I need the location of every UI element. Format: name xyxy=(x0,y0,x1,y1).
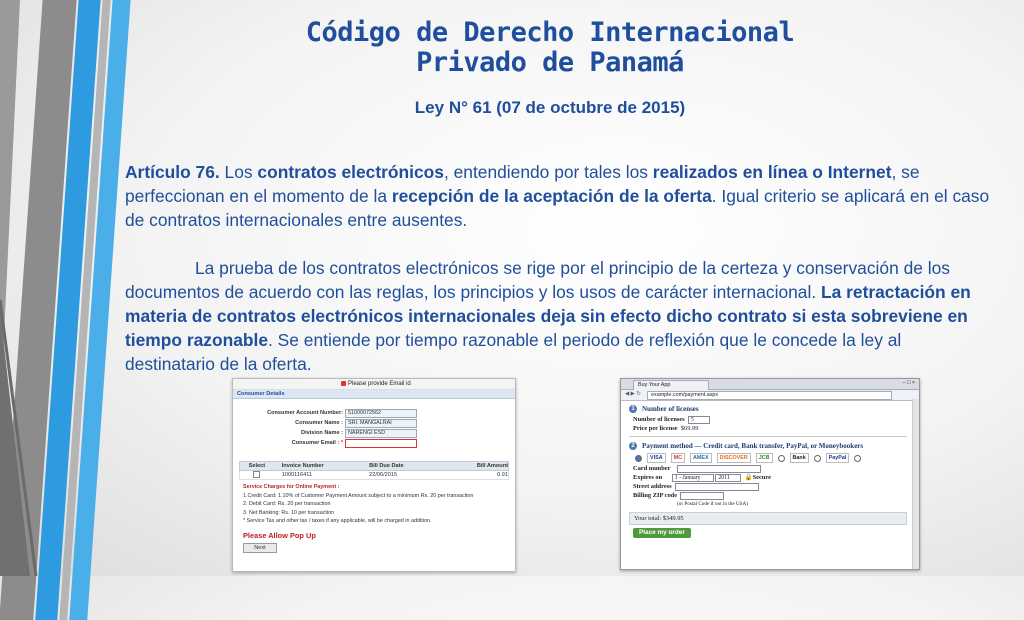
invoice-table xyxy=(239,461,509,480)
email-warning xyxy=(341,381,411,387)
title-line-2: Privado de Panamá xyxy=(416,47,684,78)
field-division xyxy=(233,429,515,438)
bank-icon: Bank xyxy=(790,453,809,463)
paragraph-1 xyxy=(125,160,995,232)
buy-app-screenshot xyxy=(620,378,920,570)
text-bold: recepción de la aceptación de la oferta xyxy=(391,186,712,206)
payment-methods xyxy=(629,452,907,464)
text-run: . Se entiende por tiempo razonable el periodo de reflexión que le concede la ley al destinatario de la oferta. xyxy=(125,330,902,374)
browser-tabbar xyxy=(621,379,919,390)
payment-form xyxy=(629,403,907,538)
table-row xyxy=(239,471,509,480)
row-select-checkbox[interactable] xyxy=(240,471,274,479)
step-2-header xyxy=(629,440,907,452)
step-title: Number of licenses xyxy=(642,405,699,413)
due-date: 22/06/2015 xyxy=(369,472,398,478)
licenses-label: Number of licenses xyxy=(633,416,685,423)
warning-text: Please provide Email id xyxy=(348,381,411,388)
visa-icon: VISA xyxy=(647,453,666,463)
slide-title xyxy=(250,18,850,78)
price-label: Price per license xyxy=(633,425,678,432)
consumer-payment-screenshot xyxy=(232,378,516,572)
text-bold: realizados en línea o Internet xyxy=(652,162,892,182)
text-run: , se perfeccionan en el momento de la xyxy=(125,162,920,206)
browser-tab[interactable]: Buy Your App xyxy=(633,380,709,390)
price-row xyxy=(629,424,907,433)
charge-item: 1.Credit Card: 1.10% of Customer Payment Amount subject to a minimum Rs. 20 per transaction xyxy=(243,492,474,499)
scrollbar[interactable] xyxy=(912,399,919,569)
street-row xyxy=(629,482,907,491)
nav-buttons[interactable]: ◀ ▶ ↻ xyxy=(625,391,641,397)
field-account xyxy=(233,409,515,418)
required-mark: * xyxy=(340,440,343,446)
zip-input[interactable] xyxy=(680,492,724,500)
card-radio[interactable] xyxy=(635,455,642,462)
invoice-number: 1000116411 xyxy=(281,472,313,478)
text-bold: contratos electrónicos xyxy=(257,162,444,182)
street-input[interactable] xyxy=(675,483,759,491)
year-select[interactable]: 2011 xyxy=(715,474,741,482)
next-button[interactable]: Next xyxy=(243,543,277,553)
article-text xyxy=(125,160,995,376)
secure-label: Secure xyxy=(752,474,771,481)
step-number: 1 xyxy=(629,405,637,413)
zip-note: (or Postal Code if not in the USA) xyxy=(677,501,749,507)
division-name-field[interactable]: NARENGI ESD xyxy=(345,429,417,438)
moneybookers-radio[interactable] xyxy=(854,455,861,462)
expiry-row xyxy=(629,473,907,482)
field-label xyxy=(292,440,343,446)
field-email xyxy=(233,439,515,448)
warning-icon xyxy=(341,381,346,386)
text-bold: La retractación en materia de contratos electrónicos internacionales deja sin efecto dicho contrato si esta sobreviene en tiempo razonable xyxy=(125,282,971,350)
zip-row xyxy=(629,491,907,500)
popup-notice: Please Allow Pop Up xyxy=(243,531,316,540)
col-amount: Bill Amount xyxy=(476,463,509,469)
lock-icon: 🔒 xyxy=(744,474,753,481)
field-name xyxy=(233,419,515,428)
address-bar xyxy=(621,390,919,401)
jcb-icon: JCB xyxy=(756,453,773,463)
card-number-row xyxy=(629,464,907,473)
charge-item: 3. Net Banking: Rs. 10 per transaction xyxy=(243,509,335,516)
consumer-details-header: Consumer Details xyxy=(233,390,515,399)
charges-title: Service Charges for Online Payment : xyxy=(243,484,340,490)
text-run: , entendiendo por tales los xyxy=(443,162,653,182)
step-number: 2 xyxy=(629,442,637,450)
month-select[interactable]: 1 - January xyxy=(672,474,714,482)
licenses-input[interactable]: 5 xyxy=(688,416,710,424)
card-number-label: Card number xyxy=(633,465,671,472)
text-run: La prueba de los contratos electrónicos se rige por el principio de la certeza y conservación de los documentos de acuerdo con las reglas, los principios y los usos de carácter internacional. xyxy=(125,258,950,302)
step-1-header xyxy=(629,403,907,415)
title-line-1: Código de Derecho Internacional xyxy=(305,17,795,48)
col-due: Bill Due Date xyxy=(369,463,404,469)
paypal-radio[interactable] xyxy=(814,455,821,462)
field-label: Division Name : xyxy=(301,430,343,436)
charge-item: 2. Debit Card: Rs. 20 per transaction xyxy=(243,501,331,507)
text-run: Los xyxy=(219,162,258,182)
article-number: Artículo 76. xyxy=(125,162,220,182)
field-label: Consumer Name : xyxy=(295,420,343,426)
bank-radio[interactable] xyxy=(778,455,785,462)
amex-icon: AMEX xyxy=(690,453,712,463)
bill-amount: 0.91 xyxy=(497,472,509,478)
table-header xyxy=(239,461,509,471)
total-bar: Your total: $349.95 xyxy=(629,512,907,525)
account-number-field[interactable]: 51000072562 xyxy=(345,409,417,418)
street-label: Street address xyxy=(633,483,672,490)
mastercard-icon: MC xyxy=(671,453,685,463)
step-title: Payment method — Credit card, Bank transfer, PayPal, or Moneybookers xyxy=(642,442,864,450)
zip-label: Billing ZIP code xyxy=(633,492,678,499)
paypal-icon: PayPal xyxy=(826,453,850,463)
expires-label: Expires on xyxy=(633,474,663,481)
col-select: Select xyxy=(248,463,266,469)
discover-icon: DISCOVER xyxy=(717,453,751,463)
field-label: Consumer Account Number: xyxy=(267,410,343,416)
window-controls[interactable]: – □ × xyxy=(902,380,915,386)
service-charges xyxy=(243,483,505,526)
col-invoice: Invoice Number xyxy=(281,463,324,469)
consumer-name-field[interactable]: SRI. MANGALRAI xyxy=(345,419,417,428)
price-value: $69.99 xyxy=(680,425,699,432)
paragraph-2 xyxy=(125,256,995,376)
url-field[interactable]: example.com/payment.aspx xyxy=(647,391,892,400)
email-field[interactable] xyxy=(345,439,417,448)
text-run: . Igual criterio se aplicará en el caso de contratos internacionales entre ausentes. xyxy=(125,186,990,230)
card-number-input[interactable] xyxy=(677,465,761,473)
slide-subtitle: Ley N° 61 (07 de octubre de 2015) xyxy=(414,98,686,117)
charge-item: * Service Tax and other tax / taxes if any applicable, will be charged in addition. xyxy=(243,518,432,524)
email-label: Consumer Email : xyxy=(291,440,340,446)
licenses-row xyxy=(629,415,907,424)
place-order-button[interactable]: Place my order xyxy=(633,528,691,538)
